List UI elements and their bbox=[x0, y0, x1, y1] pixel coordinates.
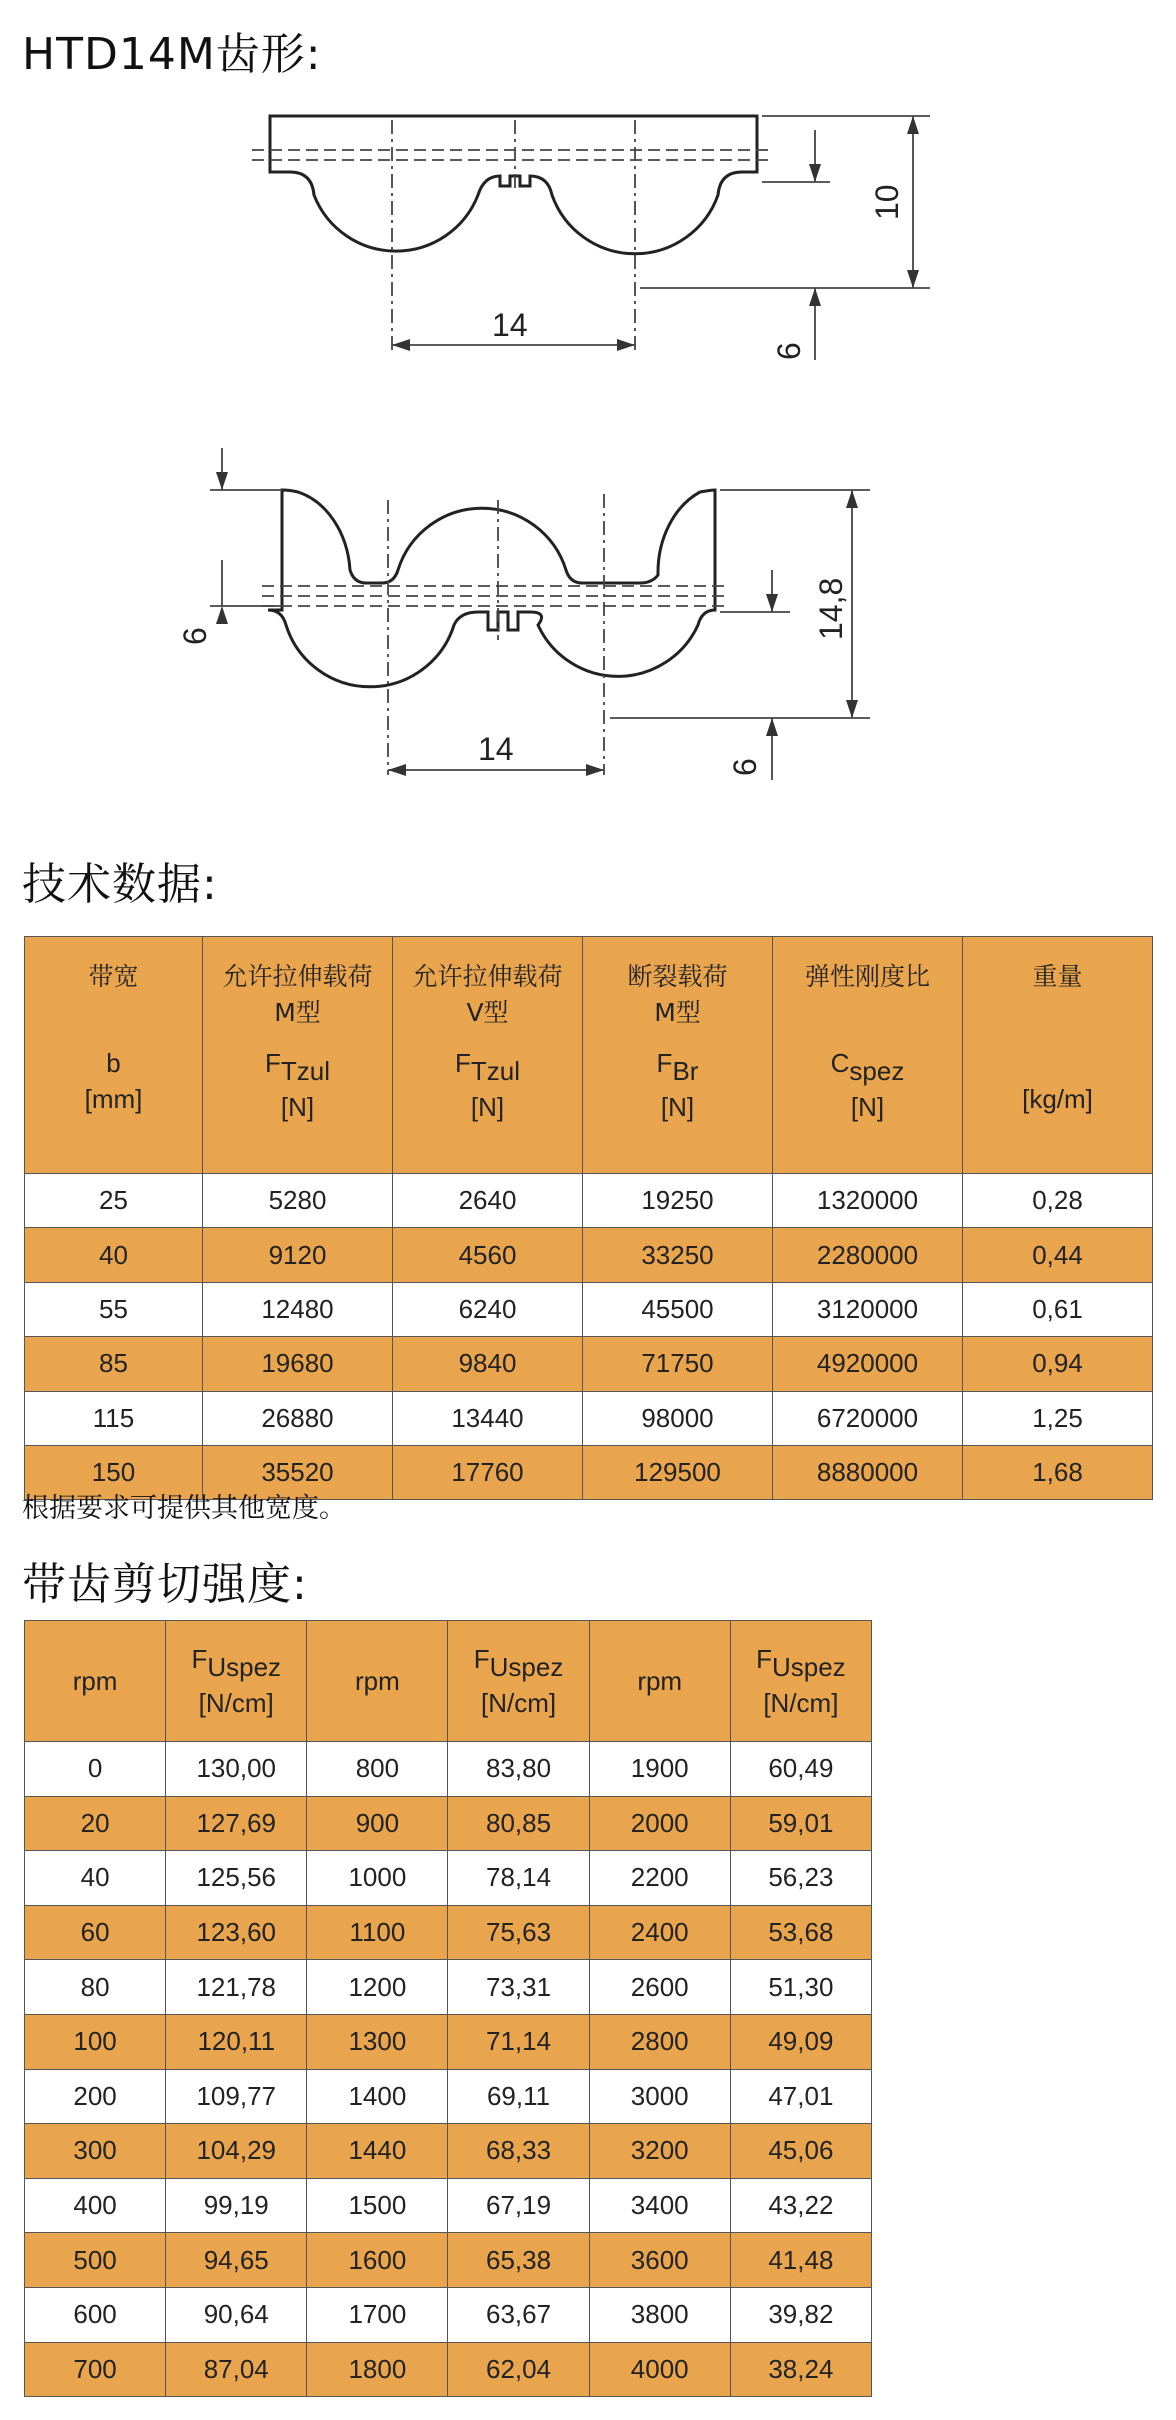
table-cell: 1100 bbox=[307, 1905, 448, 1960]
table-cell: 67,19 bbox=[448, 2178, 589, 2233]
header-unit: [N/cm] bbox=[763, 1688, 839, 1718]
table-cell: 6240 bbox=[393, 1282, 583, 1336]
table-cell: 1320000 bbox=[773, 1174, 963, 1228]
table-cell: 1400 bbox=[307, 2069, 448, 2124]
table-cell: 4000 bbox=[589, 2342, 730, 2397]
table-cell: 2000 bbox=[589, 1796, 730, 1851]
table-row bbox=[25, 1391, 1153, 1445]
column-header bbox=[583, 937, 773, 1174]
header-chinese-label: 带宽 bbox=[88, 962, 139, 991]
table-row bbox=[25, 1337, 1153, 1391]
table-cell: 1,25 bbox=[963, 1391, 1153, 1445]
tooth-shear-strength-title: 带齿剪切强度: bbox=[22, 1559, 308, 1610]
column-header bbox=[393, 937, 583, 1174]
technical-data-table bbox=[24, 936, 1153, 1500]
table-cell: 43,22 bbox=[730, 2178, 871, 2233]
table-header-row bbox=[25, 1621, 872, 1742]
table-cell: 2400 bbox=[589, 1905, 730, 1960]
table-cell: 3600 bbox=[589, 2233, 730, 2288]
table-cell: 2280000 bbox=[773, 1228, 963, 1282]
table-cell: 85 bbox=[25, 1337, 203, 1391]
table-row bbox=[25, 1174, 1153, 1228]
table-cell: 26880 bbox=[203, 1391, 393, 1445]
table-cell: 62,04 bbox=[448, 2342, 589, 2397]
left-tooth-dimension-label: 6 bbox=[177, 627, 213, 645]
table-cell: 94,65 bbox=[166, 2233, 307, 2288]
table-row bbox=[25, 2069, 872, 2124]
table-cell: 127,69 bbox=[166, 1796, 307, 1851]
table-cell: 12480 bbox=[203, 1282, 393, 1336]
table-cell: 3000 bbox=[589, 2069, 730, 2124]
right-tooth-dimension-label: 6 bbox=[727, 758, 763, 776]
table-cell: 45,06 bbox=[730, 2124, 871, 2179]
table-cell: 115 bbox=[25, 1391, 203, 1445]
header-symbol: $F_{Tzul}$ bbox=[454, 1048, 520, 1086]
belt-outline bbox=[270, 116, 757, 254]
header-unit: [N/cm] bbox=[198, 1688, 274, 1718]
table-cell: 4920000 bbox=[773, 1337, 963, 1391]
table-cell: 1700 bbox=[307, 2287, 448, 2342]
header-symbol: $F_{Uspez}$ bbox=[473, 1644, 564, 1682]
table-cell: 3800 bbox=[589, 2287, 730, 2342]
table-cell: 78,14 bbox=[448, 1851, 589, 1906]
table-cell: 60 bbox=[25, 1905, 166, 1960]
table-row bbox=[25, 2287, 872, 2342]
table-cell: 71,14 bbox=[448, 2014, 589, 2069]
column-header bbox=[773, 937, 963, 1174]
table-row bbox=[25, 2342, 872, 2397]
header-symbol-subscript: Tzul bbox=[470, 1056, 520, 1086]
height-dimension-label: 14,8 bbox=[813, 577, 849, 640]
table-cell: 500 bbox=[25, 2233, 166, 2288]
shear-strength-table bbox=[24, 1620, 872, 2397]
table-cell: 69,11 bbox=[448, 2069, 589, 2124]
pitch-dimension-label: 14 bbox=[478, 731, 514, 767]
table-cell: 40 bbox=[25, 1228, 203, 1282]
header-chinese-label: 允许拉伸载荷 M型 bbox=[222, 962, 373, 1027]
table-cell: 41,48 bbox=[730, 2233, 871, 2288]
table-cell: 56,23 bbox=[730, 1851, 871, 1906]
table-cell: 1800 bbox=[307, 2342, 448, 2397]
table-cell: 3400 bbox=[589, 2178, 730, 2233]
table-cell: 4560 bbox=[393, 1228, 583, 1282]
table-cell: 900 bbox=[307, 1796, 448, 1851]
column-header bbox=[448, 1621, 589, 1742]
table-cell: 51,30 bbox=[730, 1960, 871, 2015]
table-cell: 100 bbox=[25, 2014, 166, 2069]
header-symbol-subscript: Tzul bbox=[280, 1056, 330, 1086]
table-cell: 300 bbox=[25, 2124, 166, 2179]
column-header bbox=[589, 1621, 730, 1742]
header-symbol-subscript: spez bbox=[849, 1056, 905, 1086]
header-unit: [N] bbox=[470, 1092, 505, 1122]
table-cell: 19250 bbox=[583, 1174, 773, 1228]
table-cell: 1500 bbox=[307, 2178, 448, 2233]
table-cell: 90,64 bbox=[166, 2287, 307, 2342]
table-cell: 0 bbox=[25, 1742, 166, 1797]
height-dimension-label: 10 bbox=[869, 184, 905, 220]
table-cell: 6720000 bbox=[773, 1391, 963, 1445]
table-cell: 600 bbox=[25, 2287, 166, 2342]
table-cell: 87,04 bbox=[166, 2342, 307, 2397]
table-cell: 2640 bbox=[393, 1174, 583, 1228]
column-header bbox=[25, 1621, 166, 1742]
header-symbol: rpm bbox=[72, 1666, 118, 1696]
table-cell: 80 bbox=[25, 1960, 166, 2015]
table-cell: 9840 bbox=[393, 1337, 583, 1391]
table-cell: 35520 bbox=[203, 1445, 393, 1499]
header-unit: [mm] bbox=[84, 1084, 143, 1114]
table-cell: 5280 bbox=[203, 1174, 393, 1228]
column-header bbox=[203, 937, 393, 1174]
table-cell: 1440 bbox=[307, 2124, 448, 2179]
header-unit: [kg/m] bbox=[1022, 1084, 1093, 1114]
table-cell: 60,49 bbox=[730, 1742, 871, 1797]
header-chinese-label: 允许拉伸载荷 V型 bbox=[412, 962, 563, 1027]
column-header bbox=[166, 1621, 307, 1742]
header-symbol: rpm bbox=[355, 1666, 400, 1696]
single-sided-belt-diagram bbox=[0, 100, 1176, 380]
table-cell: 200 bbox=[25, 2069, 166, 2124]
column-header bbox=[25, 937, 203, 1174]
profile-title: HTD14M齿形: bbox=[22, 29, 322, 80]
table-cell: 73,31 bbox=[448, 1960, 589, 2015]
table-cell: 33250 bbox=[583, 1228, 773, 1282]
column-header bbox=[307, 1621, 448, 1742]
header-unit: [N] bbox=[280, 1092, 315, 1122]
table-cell: 109,77 bbox=[166, 2069, 307, 2124]
technical-data-title: 技术数据: bbox=[22, 859, 218, 910]
table-row bbox=[25, 2233, 872, 2288]
table-cell: 0,61 bbox=[963, 1282, 1153, 1336]
table-cell: 53,68 bbox=[730, 1905, 871, 1960]
table-cell: 3120000 bbox=[773, 1282, 963, 1336]
table-cell: 83,80 bbox=[448, 1742, 589, 1797]
table-cell: 123,60 bbox=[166, 1905, 307, 1960]
table-cell: 47,01 bbox=[730, 2069, 871, 2124]
table-cell: 80,85 bbox=[448, 1796, 589, 1851]
table-cell: 8880000 bbox=[773, 1445, 963, 1499]
double-sided-belt-diagram bbox=[0, 440, 1176, 800]
table-row bbox=[25, 1796, 872, 1851]
header-symbol: $F_{Tzul}$ bbox=[264, 1048, 330, 1086]
table-cell: 55 bbox=[25, 1282, 203, 1336]
header-chinese-label: 弹性刚度比 bbox=[804, 962, 930, 991]
table-row bbox=[25, 1851, 872, 1906]
table-cell: 13440 bbox=[393, 1391, 583, 1445]
table-cell: 38,24 bbox=[730, 2342, 871, 2397]
table-cell: 71750 bbox=[583, 1337, 773, 1391]
table-cell: 2800 bbox=[589, 2014, 730, 2069]
header-symbol: $C_{spez}$ bbox=[830, 1048, 905, 1086]
width-availability-note: 根据要求可提供其他宽度。 bbox=[22, 1493, 346, 1524]
table-cell: 121,78 bbox=[166, 1960, 307, 2015]
table-cell: 99,19 bbox=[166, 2178, 307, 2233]
table-cell: 63,67 bbox=[448, 2287, 589, 2342]
table-cell: 2600 bbox=[589, 1960, 730, 2015]
table-cell: 1,68 bbox=[963, 1445, 1153, 1499]
table-cell: 75,63 bbox=[448, 1905, 589, 1960]
table-cell: 40 bbox=[25, 1851, 166, 1906]
table-cell: 17760 bbox=[393, 1445, 583, 1499]
pitch-dimension-label: 14 bbox=[492, 307, 528, 343]
header-unit: [N] bbox=[660, 1092, 695, 1122]
table-cell: 20 bbox=[25, 1796, 166, 1851]
table-cell: 45500 bbox=[583, 1282, 773, 1336]
table-cell: 65,38 bbox=[448, 2233, 589, 2288]
table-cell: 3200 bbox=[589, 2124, 730, 2179]
header-symbol bbox=[963, 1045, 1152, 1081]
header-symbol-subscript: Uspez bbox=[489, 1652, 564, 1682]
column-header bbox=[963, 937, 1153, 1174]
table-row bbox=[25, 1228, 1153, 1282]
header-symbol: $F_{Uspez}$ bbox=[756, 1644, 846, 1682]
table-row bbox=[25, 2124, 872, 2179]
table-cell: 39,82 bbox=[730, 2287, 871, 2342]
table-cell: 98000 bbox=[583, 1391, 773, 1445]
table-cell: 104,29 bbox=[166, 2124, 307, 2179]
table-cell: 59,01 bbox=[730, 1796, 871, 1851]
header-symbol: $F_{Uspez}$ bbox=[191, 1644, 282, 1682]
table-cell: 120,11 bbox=[166, 2014, 307, 2069]
table-cell: 2200 bbox=[589, 1851, 730, 1906]
table-cell: 130,00 bbox=[166, 1742, 307, 1797]
table-cell: 0,94 bbox=[963, 1337, 1153, 1391]
table-cell: 9120 bbox=[203, 1228, 393, 1282]
table-cell: 125,56 bbox=[166, 1851, 307, 1906]
table-cell: 400 bbox=[25, 2178, 166, 2233]
table-row bbox=[25, 1282, 1153, 1336]
header-symbol: $F_{Br}$ bbox=[656, 1048, 699, 1086]
header-unit: [N] bbox=[850, 1092, 885, 1122]
table-header-row bbox=[25, 937, 1153, 1174]
table-cell: 1300 bbox=[307, 2014, 448, 2069]
header-symbol-subscript: Uspez bbox=[207, 1652, 282, 1682]
table-cell: 0,44 bbox=[963, 1228, 1153, 1282]
table-cell: 19680 bbox=[203, 1337, 393, 1391]
header-symbol: b bbox=[106, 1048, 121, 1078]
tooth-dimension-label: 6 bbox=[771, 342, 807, 360]
table-cell: 700 bbox=[25, 2342, 166, 2397]
table-row bbox=[25, 2178, 872, 2233]
table-cell: 800 bbox=[307, 1742, 448, 1797]
table-cell: 1200 bbox=[307, 1960, 448, 2015]
table-cell: 1000 bbox=[307, 1851, 448, 1906]
table-cell: 25 bbox=[25, 1174, 203, 1228]
table-row bbox=[25, 1905, 872, 1960]
header-symbol-subscript: Uspez bbox=[771, 1652, 846, 1682]
table-row bbox=[25, 1742, 872, 1797]
header-chinese-label: 断裂载荷 M型 bbox=[627, 962, 728, 1027]
table-row bbox=[25, 2014, 872, 2069]
table-cell: 129500 bbox=[583, 1445, 773, 1499]
table-row bbox=[25, 1960, 872, 2015]
table-cell: 1900 bbox=[589, 1742, 730, 1797]
table-cell: 0,28 bbox=[963, 1174, 1153, 1228]
table-cell: 150 bbox=[25, 1445, 203, 1499]
header-chinese-label: 重量 bbox=[1032, 962, 1083, 991]
table-cell: 1600 bbox=[307, 2233, 448, 2288]
double-belt-outline bbox=[268, 490, 715, 687]
header-unit: [N/cm] bbox=[480, 1688, 557, 1718]
table-cell: 68,33 bbox=[448, 2124, 589, 2179]
header-symbol: rpm bbox=[637, 1666, 683, 1696]
table-cell: 49,09 bbox=[730, 2014, 871, 2069]
header-symbol-subscript: Br bbox=[672, 1056, 699, 1086]
column-header bbox=[730, 1621, 871, 1742]
